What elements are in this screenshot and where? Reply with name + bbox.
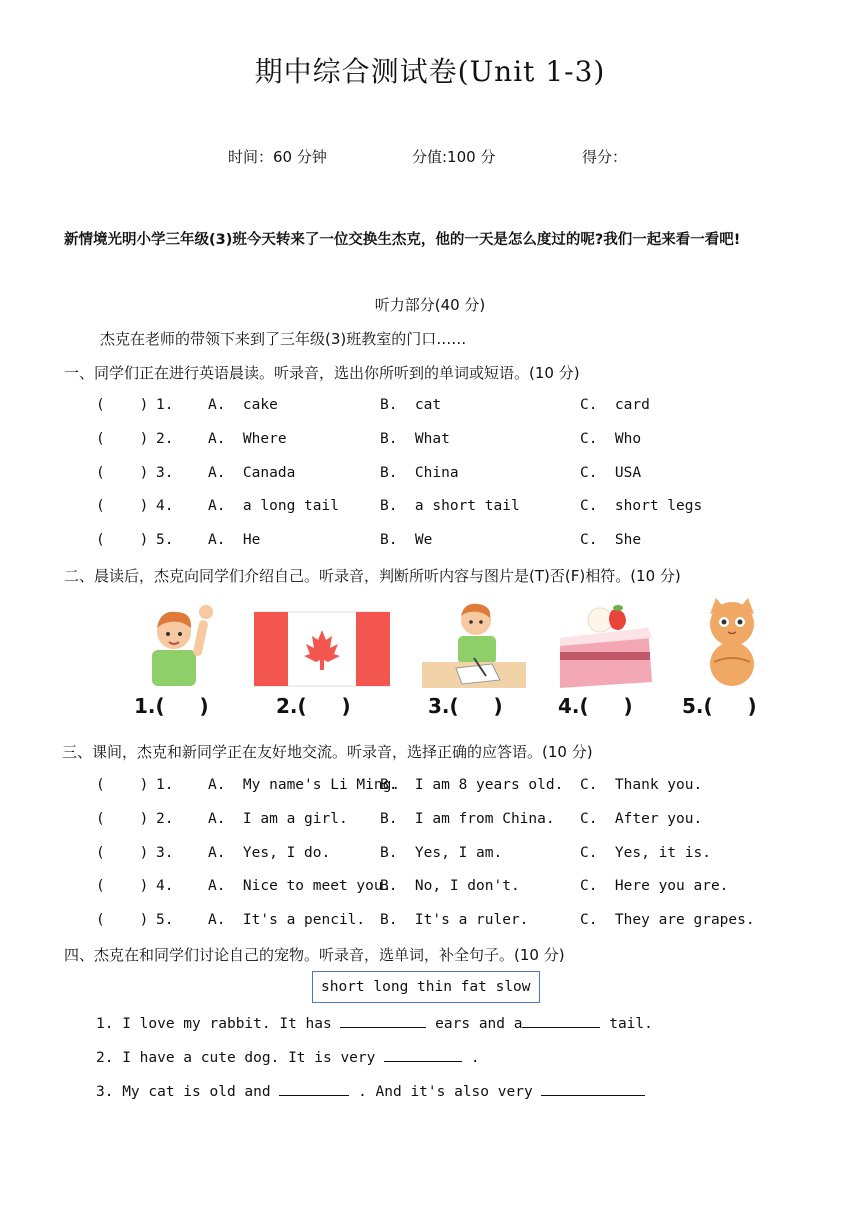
answer-blank[interactable]: ( ) xyxy=(96,532,149,548)
cat-icon xyxy=(696,598,796,690)
score-info: 分值:100 分 xyxy=(412,148,496,166)
option-a: A. It's a pencil. xyxy=(208,912,366,928)
option-a: A. He xyxy=(208,532,261,548)
question-number: 4. xyxy=(156,878,174,894)
question-number: 3. xyxy=(156,465,174,481)
answer-blank[interactable]: ( ) xyxy=(96,465,149,481)
answer-blank[interactable]: ( ) xyxy=(96,777,149,793)
option-a: A. Canada xyxy=(208,465,296,481)
picture-label-2: 2.( ) xyxy=(276,694,351,718)
option-c: C. Yes, it is. xyxy=(580,845,711,861)
fill-blank[interactable] xyxy=(279,1081,349,1096)
picture-label-4: 4.( ) xyxy=(558,694,633,718)
option-b: B. China xyxy=(380,465,459,481)
question-row xyxy=(96,777,796,797)
option-c: C. They are grapes. xyxy=(580,912,755,928)
fill-sentence-3 xyxy=(96,1081,645,1100)
question-row xyxy=(96,431,796,451)
question-row xyxy=(96,532,796,552)
option-b: B. No, I don't. xyxy=(380,878,520,894)
option-a: A. Nice to meet you. xyxy=(208,878,392,894)
option-c: C. She xyxy=(580,532,642,548)
option-a: A. cake xyxy=(208,397,278,413)
sentence-text: My cat is old and xyxy=(122,1084,280,1100)
question-number: 4. xyxy=(156,498,174,514)
option-b: B. It's a ruler. xyxy=(380,912,529,928)
question-row xyxy=(96,811,796,831)
option-a: A. My name's Li Ming. xyxy=(208,777,401,793)
question-row xyxy=(96,397,796,417)
answer-blank[interactable]: ( ) xyxy=(96,878,149,894)
option-c: C. After you. xyxy=(580,811,703,827)
fill-sentence-1 xyxy=(96,1013,653,1032)
sentence-text: I love my rabbit. It has xyxy=(122,1016,341,1032)
question-row xyxy=(96,465,796,485)
fill-blank[interactable] xyxy=(340,1013,426,1028)
word-bank-box: short long thin fat slow xyxy=(312,971,540,1003)
boy-waving-icon xyxy=(130,598,230,690)
sentence-text: . And it's also very xyxy=(349,1084,542,1100)
question-number: 1. xyxy=(156,777,174,793)
sentence-text: ears and a xyxy=(426,1016,523,1032)
fill-blank[interactable] xyxy=(384,1047,462,1062)
option-c: C. Here you are. xyxy=(580,878,729,894)
option-c: C. Thank you. xyxy=(580,777,703,793)
option-c: C. Who xyxy=(580,431,642,447)
sentence-text: I have a cute dog. It is very xyxy=(122,1050,385,1066)
option-b: B. cat xyxy=(380,397,442,413)
got-score-info: 得分： xyxy=(582,148,628,166)
intro-text: 新情境光明小学三年级(3)班今天转来了一位交换生杰克，他的一天是怎么度过的呢?我们一起来看一看吧! xyxy=(64,232,741,248)
picture-row xyxy=(130,598,790,728)
time-info: 时间：60 分钟 xyxy=(228,148,327,166)
sentence-number: 3. xyxy=(96,1084,114,1100)
option-b: B. I am from China. xyxy=(380,811,555,827)
option-a: A. I am a girl. xyxy=(208,811,348,827)
option-a: A. a long tail xyxy=(208,498,339,514)
fill-blank[interactable] xyxy=(522,1013,600,1028)
sentence-number: 2. xyxy=(96,1050,114,1066)
question-row xyxy=(96,878,796,898)
question-row xyxy=(96,912,796,932)
listening-header: 听力部分(40 分) xyxy=(374,296,486,314)
option-c: C. short legs xyxy=(580,498,703,514)
option-b: B. I am 8 years old. xyxy=(380,777,564,793)
question-number: 5. xyxy=(156,532,174,548)
fill-blank[interactable] xyxy=(541,1081,645,1096)
section3-heading: 三、课间，杰克和新同学正在友好地交流。听录音，选择正确的应答语。(10 分) xyxy=(62,743,593,761)
option-a: A. Where xyxy=(208,431,287,447)
picture-label-1: 1.( ) xyxy=(134,694,209,718)
answer-blank[interactable]: ( ) xyxy=(96,431,149,447)
question-number: 2. xyxy=(156,811,174,827)
sentence-text: . xyxy=(462,1050,480,1066)
question-row xyxy=(96,845,796,865)
section4-heading: 四、杰克在和同学们讨论自己的宠物。听录音，选单词，补全句子。(10 分) xyxy=(64,946,565,964)
picture-label-5: 5.( ) xyxy=(682,694,757,718)
option-c: C. card xyxy=(580,397,650,413)
section2-heading: 二、晨读后，杰克向同学们介绍自己。听录音，判断所听内容与图片是(T)否(F)相符。(10 分) xyxy=(64,567,681,585)
option-a: A. Yes, I do. xyxy=(208,845,331,861)
option-b: B. We xyxy=(380,532,433,548)
sentence-text: tail. xyxy=(600,1016,653,1032)
option-b: B. Yes, I am. xyxy=(380,845,503,861)
answer-blank[interactable]: ( ) xyxy=(96,397,149,413)
scene-text: 杰克在老师的带领下来到了三年级(3)班教室的门口…… xyxy=(100,330,467,348)
answer-blank[interactable]: ( ) xyxy=(96,811,149,827)
option-b: B. a short tail xyxy=(380,498,520,514)
answer-blank[interactable]: ( ) xyxy=(96,845,149,861)
question-row xyxy=(96,498,796,518)
sentence-number: 1. xyxy=(96,1016,114,1032)
canada-flag-icon xyxy=(254,598,390,690)
answer-blank[interactable]: ( ) xyxy=(96,498,149,514)
question-number: 3. xyxy=(156,845,174,861)
answer-blank[interactable]: ( ) xyxy=(96,912,149,928)
boy-writing-icon xyxy=(422,598,526,690)
question-number: 1. xyxy=(156,397,174,413)
cake-icon xyxy=(554,598,658,690)
option-c: C. USA xyxy=(580,465,642,481)
page-title: 期中综合测试卷(Unit 1-3) xyxy=(254,55,606,88)
section1-heading: 一、同学们正在进行英语晨读。听录音，选出你所听到的单词或短语。(10 分) xyxy=(64,364,580,382)
fill-sentence-2 xyxy=(96,1047,480,1066)
option-b: B. What xyxy=(380,431,450,447)
question-number: 5. xyxy=(156,912,174,928)
picture-label-3: 3.( ) xyxy=(428,694,503,718)
question-number: 2. xyxy=(156,431,174,447)
